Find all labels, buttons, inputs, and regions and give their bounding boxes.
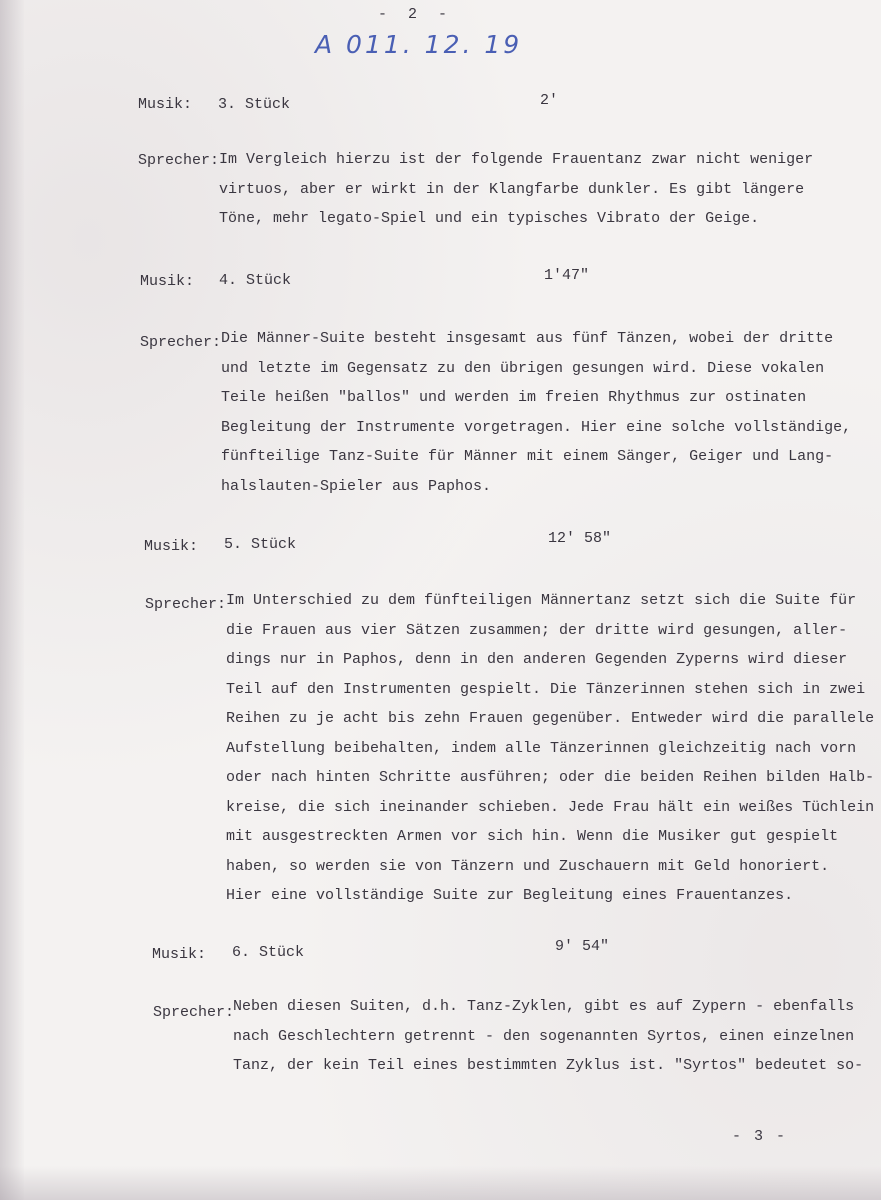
speaker-text bbox=[233, 992, 863, 1081]
speaker-label: Sprecher: bbox=[138, 152, 220, 169]
text-line: Tanz, der kein Teil eines bestimmten Zyklus ist. "Syrtos" bedeutet so- bbox=[233, 1057, 864, 1074]
text-line: und letzte im Gegensatz zu den übrigen gesungen wird. Diese vokalen bbox=[221, 359, 825, 377]
text-line: Begleitung der Instrumente vorgetragen. Hier eine solche vollständige, bbox=[221, 418, 852, 436]
music-label: Musik: bbox=[138, 96, 193, 113]
speaker-text bbox=[221, 324, 851, 501]
handwritten-archive-note: A 011. 12. 19 bbox=[315, 30, 523, 59]
speaker-text bbox=[219, 145, 813, 234]
music-duration: 12' 58" bbox=[548, 530, 612, 547]
text-line: mit ausgestreckten Armen vor sich hin. Wenn die Musiker gut gespielt bbox=[226, 828, 839, 845]
music-label: Musik: bbox=[152, 946, 207, 963]
text-line: kreise, die sich ineinander schieben. Jede Frau hält ein weißes Tüchlein bbox=[226, 798, 875, 816]
music-piece: 3. Stück bbox=[218, 96, 291, 113]
text-line: nach Geschlechtern getrennt - den sogenannten Syrtos, einen einzelnen bbox=[233, 1027, 855, 1045]
next-page-marker: - 3 - bbox=[732, 1128, 788, 1145]
music-label: Musik: bbox=[140, 273, 195, 290]
music-piece: 5. Stück bbox=[224, 536, 297, 553]
speaker-label: Sprecher: bbox=[140, 334, 222, 351]
music-duration: 1'47" bbox=[544, 267, 590, 284]
speaker-label: Sprecher: bbox=[153, 1004, 235, 1021]
text-line: Aufstellung beibehalten, indem alle Tänzerinnen gleichzeitig nach vorn bbox=[226, 739, 857, 757]
music-duration: 9' 54" bbox=[555, 938, 610, 955]
text-line: fünfteilige Tanz-Suite für Männer mit einem Sänger, Geiger und Lang- bbox=[221, 448, 834, 465]
text-line: Neben diesen Suiten, d.h. Tanz-Zyklen, gibt es auf Zypern - ebenfalls bbox=[233, 998, 855, 1015]
music-piece: 6. Stück bbox=[232, 944, 305, 961]
text-line: Hier eine vollständige Suite zur Begleitung eines Frauentanzes. bbox=[226, 887, 794, 904]
text-line: Reihen zu je acht bis zehn Frauen gegenüber. Entweder wird die parallele bbox=[226, 710, 875, 727]
scan-edge-bottom bbox=[0, 1166, 881, 1200]
music-piece: 4. Stück bbox=[219, 272, 292, 289]
music-duration: 2' bbox=[540, 92, 559, 109]
text-line: Teile heißen "ballos" und werden im freien Rhythmus zur ostinaten bbox=[221, 389, 807, 406]
text-line: haben, so werden sie von Tänzern und Zuschauern mit Geld honoriert. bbox=[226, 857, 830, 875]
text-line: Töne, mehr legato-Spiel und ein typisches Vibrato der Geige. bbox=[219, 210, 760, 227]
speaker-label: Sprecher: bbox=[145, 596, 227, 613]
text-line: Im Unterschied zu dem fünfteiligen Männertanz setzt sich die Suite für bbox=[226, 592, 857, 609]
text-line: Im Vergleich hierzu ist der folgende Frauentanz zwar nicht weniger bbox=[219, 151, 814, 168]
music-label: Musik: bbox=[144, 538, 199, 555]
scan-edge-left bbox=[0, 0, 24, 1200]
text-line: halslauten-Spieler aus Paphos. bbox=[221, 477, 492, 495]
text-line: die Frauen aus vier Sätzen zusammen; der dritte wird gesungen, aller- bbox=[226, 621, 848, 639]
speaker-text bbox=[226, 586, 874, 911]
page-number: - 2 - bbox=[378, 6, 454, 23]
text-line: oder nach hinten Schritte ausführen; oder die beiden Reihen bilden Halb- bbox=[226, 769, 875, 786]
text-line: dings nur in Paphos, denn in den anderen Gegenden Zyperns wird dieser bbox=[226, 651, 848, 668]
text-line: Die Männer-Suite besteht insgesamt aus fünf Tänzen, wobei der dritte bbox=[221, 330, 834, 347]
text-line: Teil auf den Instrumenten gespielt. Die Tänzerinnen stehen sich in zwei bbox=[226, 680, 866, 698]
text-line: virtuos, aber er wirkt in der Klangfarbe dunkler. Es gibt längere bbox=[219, 180, 805, 198]
